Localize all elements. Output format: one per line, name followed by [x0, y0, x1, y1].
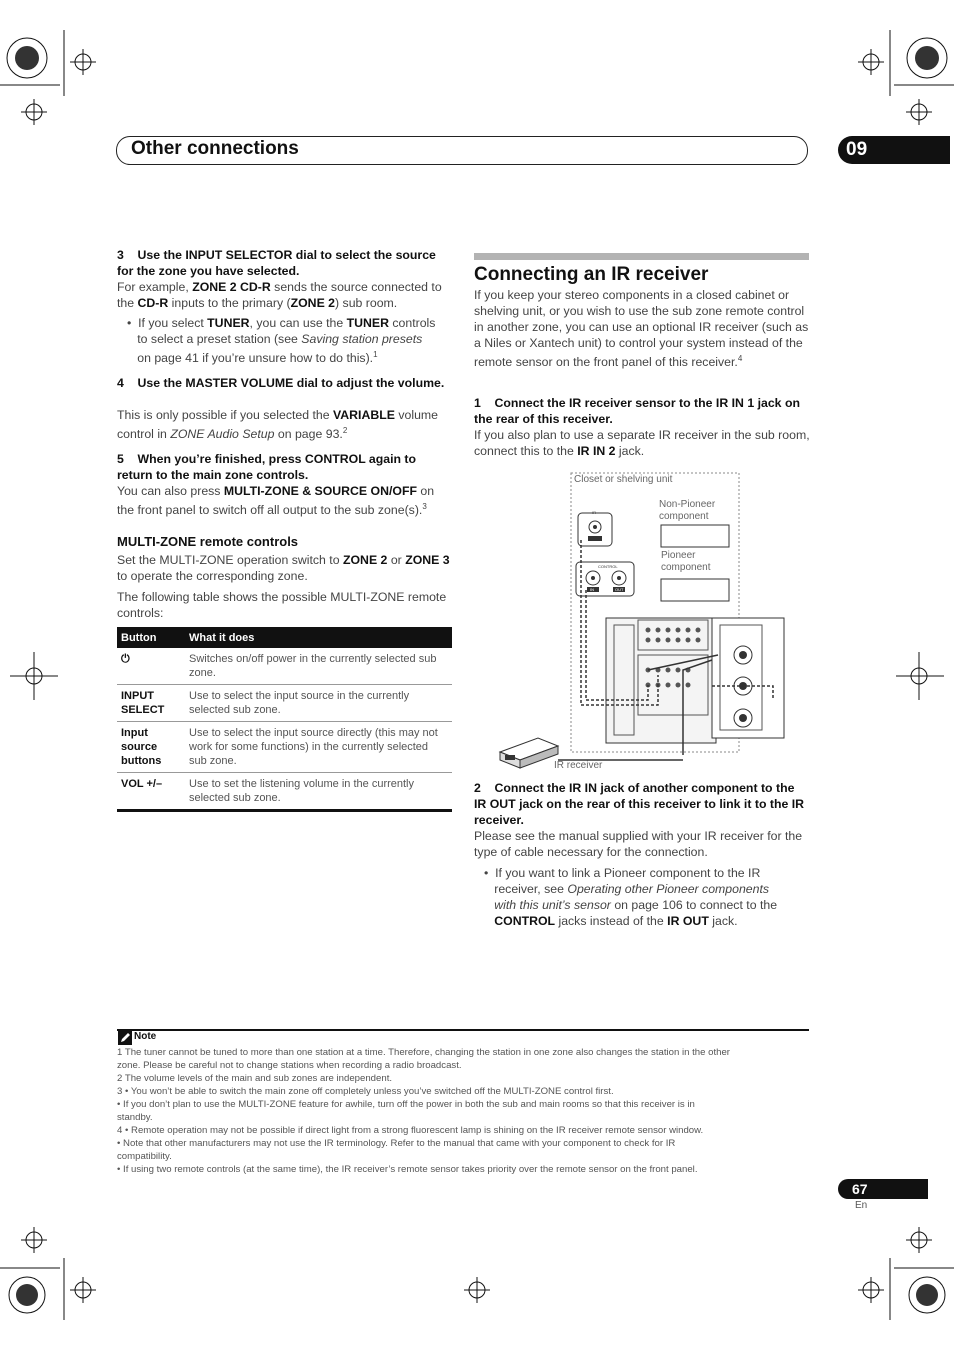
table-row — [117, 685, 452, 722]
page-number: 67 — [838, 1179, 928, 1199]
table-row — [117, 773, 452, 811]
table-row — [117, 648, 452, 685]
section-bar — [474, 253, 809, 260]
power-icon: ⏻ — [117, 648, 185, 685]
language-label: En — [855, 1200, 868, 1211]
note-line: 1 The tuner cannot be tuned to more than one station at a time. Therefore, changing the station in one zone also changes the station in the other — [117, 1047, 730, 1058]
note-line: 3 • You won’t be able to switch the main zone off completely unless you’ve switched off the MULTI-ZONE control first. — [117, 1086, 614, 1097]
step2-bullet: • If you want to link a Pioneer component to the IR receiver, see Operating other Pioneer components with this unit’s sensor on page 106 to connect to the CONTROL jacks instead of the IR OUT jack. — [484, 866, 778, 928]
control-small-label: CONTROL — [598, 564, 618, 569]
remote-controls-table — [117, 627, 452, 812]
step1-heading: 1 Connect the IR receiver sensor to the IR IN 1 jack on the rear of this receiver. — [474, 396, 800, 426]
note-line: 2 The volume levels of the main and sub zones are independent. — [117, 1073, 393, 1084]
chapter-number: 09 — [838, 136, 950, 164]
closet-label: Closet or shelving unit — [574, 474, 673, 485]
table-header-what: What it does — [185, 627, 452, 648]
table-header-button: Button — [117, 627, 185, 648]
note-line: • Note that other manufacturers may not use the IR terminology. Refer to the manual that came with your component to check for IR — [117, 1138, 676, 1149]
note-line: • If using two remote controls (at the same time), the IR receiver’s remote sensor takes priority over the remote sensor on the front panel. — [117, 1164, 698, 1175]
page-title: Other connections — [131, 138, 299, 159]
note-line: zone. Please be careful not to change stations when recording a radio broadcast. — [117, 1060, 462, 1071]
step4-heading: 4 Use the MASTER VOLUME dial to adjust the volume. — [117, 376, 445, 390]
notes-list — [117, 1046, 809, 1176]
step3-heading: 3 Use the INPUT SELECTOR dial to select the source for the zone you have selected. — [117, 248, 436, 278]
table-row — [117, 722, 452, 773]
non-pioneer-label: Non-Pioneer component — [659, 499, 716, 522]
step2-heading: 2 Connect the IR IN jack of another component to the IR OUT jack on the rear of this receiver to link it to the IR receiver. — [474, 781, 805, 827]
ir-connection-diagram — [498, 470, 798, 775]
ir-receiver-label: IR receiver — [554, 760, 603, 771]
note-label: Note — [134, 1031, 157, 1042]
out-small-label: OUT — [615, 587, 624, 592]
table-cell: Use to select the input source in the currently selected sub zone. — [185, 685, 452, 722]
step2-paragraph: Please see the manual supplied with your IR receiver for the type of cable necessary for the connection. — [474, 829, 803, 859]
table-cell: Input source buttons — [117, 722, 185, 773]
table-cell: INPUT SELECT — [117, 685, 185, 722]
note-line: • If you don’t plan to use the MULTI-ZONE feature for awhile, turn off the power in both the sub and main rooms so that this receiver is in — [117, 1099, 695, 1110]
step5-heading: 5 When you’re finished, press CONTROL again to return to the main zone controls. — [117, 452, 417, 482]
table-cell: Use to select the input source directly (this may not work for some functions) in the currently selected sub zone. — [185, 722, 452, 773]
pioneer-label: Pioneer component — [661, 550, 711, 573]
table-cell: Use to set the listening volume in the currently selected sub zone. — [185, 773, 452, 811]
step5-paragraph: You can also press MULTI-ZONE & SOURCE ON/OFF on the front panel to switch off all output to the sub zone(s).$^3$ — [117, 484, 435, 518]
step4-paragraph: This is only possible if you selected the VARIABLE volume control in ZONE Audio Setup on page 93.$^2$ — [117, 408, 439, 442]
pencil-icon — [118, 1031, 132, 1045]
step3-bullet: • If you select TUNER, you can use the TUNER controls to select a preset station (see Saving station presets on page 41 if you’re unsure how to do this).$^1$ — [127, 316, 436, 366]
remote-paragraph-1: Set the MULTI-ZONE operation switch to ZONE 2 or ZONE 3 to operate the corresponding zone. — [117, 553, 450, 583]
remote-heading: MULTI-ZONE remote controls — [117, 534, 299, 549]
ir-small-label: IR — [592, 510, 596, 515]
remote-paragraph-2: The following table shows the possible MULTI-ZONE remote controls: — [117, 590, 447, 620]
note-line: standby. — [117, 1112, 153, 1123]
step3-paragraph: For example, ZONE 2 CD-R sends the source connected to the CD-R inputs to the primary (ZONE 2) sub room. — [117, 280, 442, 310]
in-small-label: IN — [590, 587, 594, 592]
notes-rule — [117, 1029, 809, 1031]
table-cell: VOL +/– — [117, 773, 185, 811]
section-heading: Connecting an IR receiver — [474, 264, 709, 285]
table-cell: Switches on/off power in the currently selected sub zone. — [185, 648, 452, 685]
note-line: 4 • Remote operation may not be possible if direct light from a strong fluorescent lamp is shining on the IR receiver remote sensor window. — [117, 1125, 704, 1136]
note-line: compatibility. — [117, 1151, 172, 1162]
step1-paragraph: If you also plan to use a separate IR receiver in the sub room, connect this to the IR IN 2 jack. — [474, 428, 810, 458]
intro-paragraph: If you keep your stereo components in a closed cabinet or shelving unit, or you wish to use the sub zone remote control in another zone, you can use an optional IR receiver (such as a Niles or Xantech unit) to control your system instead of the remote sensor on the front panel of this receiver.$^4$ — [474, 288, 809, 370]
